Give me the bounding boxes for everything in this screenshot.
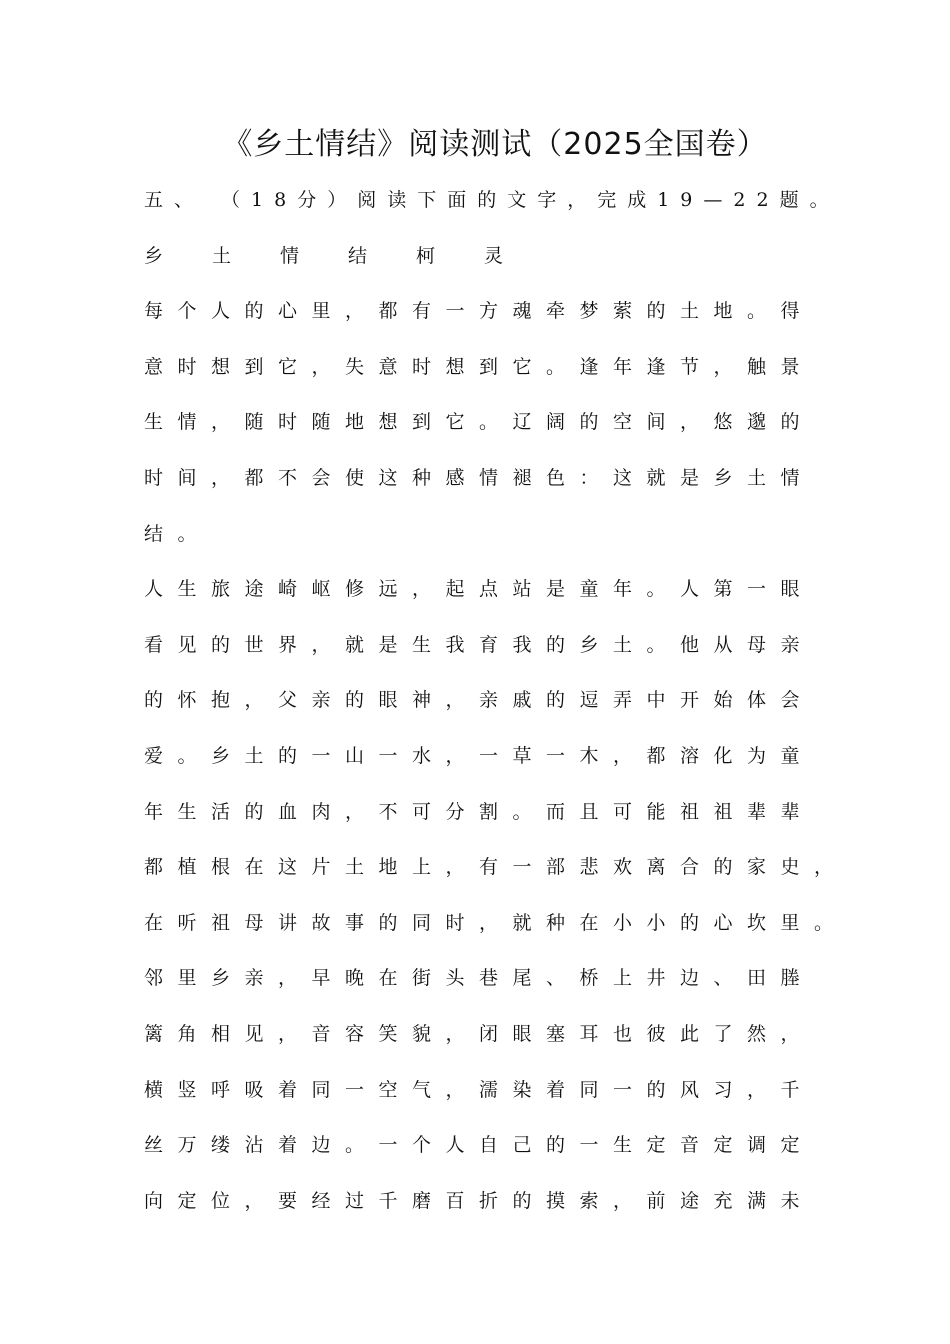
text-line: 向定位，要经过千磨百折的摸索，前途充满未 <box>144 1189 815 1212</box>
text-line: 丝万缕沾着边。一个人自己的一生定音定调定 <box>144 1134 815 1157</box>
text-line: 横竖呼吸着同一空气，濡染着同一的风习，千 <box>144 1078 815 1101</box>
text-line: 意时想到它，失意时想到它。逢年逢节，触景 <box>144 355 815 378</box>
text-line: 在听祖母讲故事的同时，就种在小小的心坎里。 <box>144 911 848 934</box>
article-title-author: 乡土情结柯灵 <box>144 244 553 267</box>
text-line: 都植根在这片土地上，有一部悲欢离合的家史， <box>144 856 848 879</box>
page-title: 《乡土情结》阅读测试（2025全国卷） <box>222 127 768 162</box>
text-line: 的怀抱，父亲的眼神，亲戚的逗弄中开始体会 <box>144 689 815 712</box>
text-line: 时间，都不会使这种感情褪色：这就是乡土情 <box>144 466 815 489</box>
text-line: 篱角相见，音容笑貌，闭眼塞耳也彼此了然， <box>144 1022 815 1045</box>
text-line: 年生活的血肉，不可分割。而且可能祖祖辈辈 <box>144 800 815 823</box>
text-line: 生情，随时随地想到它。辽阔的空间，悠邈的 <box>144 411 815 434</box>
text-line: 看见的世界，就是生我育我的乡土。他从母亲 <box>144 633 815 656</box>
text-line: 结。 <box>144 522 212 545</box>
text-line: 邻里乡亲，早晚在街头巷尾、桥上井边、田塍 <box>144 967 815 990</box>
document-body <box>144 180 848 1236</box>
text-line: 每个人的心里，都有一方魂牵梦萦的土地。得 <box>144 300 815 323</box>
text-line: 爱。乡土的一山一水，一草一木，都溶化为童 <box>144 744 815 767</box>
text-line: 人生旅途崎岖修远，起点站是童年。人第一眼 <box>144 578 815 601</box>
section-header: 五、 （18分）阅读下面的文字，完成19—22题。 <box>144 189 840 211</box>
